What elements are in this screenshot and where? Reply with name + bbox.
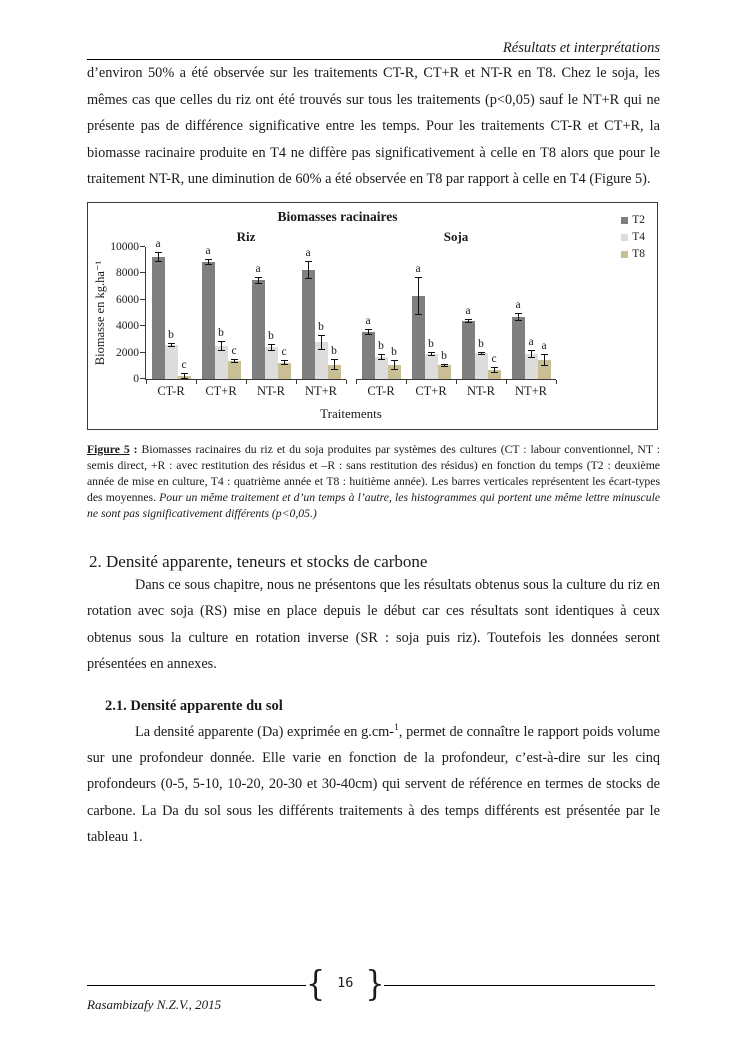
- significance-letter: b: [478, 337, 484, 350]
- significance-letter: a: [415, 262, 421, 275]
- x-category-label: NT+R: [514, 383, 548, 398]
- significance-letter: b: [218, 327, 224, 340]
- legend-swatch-icon: [621, 217, 628, 224]
- legend-swatch-icon: [621, 234, 628, 241]
- paragraph-results: d’environ 50% a été observée sur les traitements CT-R, CT+R et NT-R en T8. Chez le soja, les mêmes cas que celles du riz ont été trouvés sur tous les traitements (p<0,05) sauf le NT+R qui ne présente pas de différence significative entre les temps. Pour les traitements CT-R et CT+R, la biomasse racinaire produite en T4 ne diffère pas significativement à celle en T8 alors que pour le traitement NT-R, une diminution de 60% a été observée en T8 par rapport à celle en T4 (Figure 5).: [87, 65, 660, 187]
- chart-group-Riz: [146, 228, 346, 399]
- barwrap: [388, 247, 401, 379]
- legend-item-T4: [621, 229, 645, 246]
- error-bar: [518, 314, 519, 321]
- bars-row: [356, 247, 556, 380]
- error-bar: [494, 368, 495, 372]
- bar-T2: [202, 262, 215, 378]
- barwrap: [438, 247, 451, 379]
- barwrap: [538, 247, 551, 379]
- figure-caption: [87, 442, 660, 522]
- error-bar: [544, 355, 545, 364]
- category-bars-NT+R: [296, 247, 346, 379]
- error-bar: [208, 260, 209, 264]
- error-bar: [444, 365, 445, 366]
- chart-legend: [621, 212, 645, 263]
- barwrap: [328, 247, 341, 379]
- significance-letter: a: [515, 298, 521, 311]
- barwrap: [265, 247, 278, 379]
- barwrap: [228, 247, 241, 379]
- y-tick-label: 4000: [116, 320, 139, 333]
- section-2-1-heading: 2.1. Densité apparente du sol: [105, 697, 283, 714]
- error-bar: [258, 278, 259, 283]
- barwrap: [202, 247, 215, 379]
- page-content: [87, 0, 660, 851]
- x-axis-label: Traitements: [320, 405, 382, 421]
- y-tick-label: 6000: [116, 293, 139, 306]
- x-category-label: CT+R: [205, 383, 237, 398]
- error-bar: [184, 374, 185, 378]
- y-tick-mark: [140, 246, 145, 247]
- figure-caption-italic: Pour un même traitement et d’un temps à l’autre, les histogrammes qui portent une même lettre minuscule ne sont pas significativement différents (p<0,05.): [87, 490, 661, 520]
- y-tick-mark: [140, 272, 145, 273]
- para-2-1-part-b: , permet de connaître le rapport poids volume sur une profondeur donnée. Elle varie en fonction de la profondeur, c’est-à-dire sur les cinq profondeurs (0-5, 5-10, 10-20, 20-30 et 30-40cm) qui servent de référence en termes de stocks de carbone. La Da du sol sous les différents traitements à des temps différents est présentée par le tableau 1.: [87, 723, 661, 846]
- y-axis-label: Biomasse en kg.ha⁻¹: [93, 260, 107, 365]
- significance-letter: c: [281, 346, 287, 359]
- barwrap: [462, 247, 475, 379]
- significance-letter: a: [305, 247, 311, 260]
- significance-letter: c: [181, 358, 187, 371]
- category-bars-NT-R: [456, 247, 506, 379]
- significance-letter: a: [541, 340, 547, 353]
- error-bar: [368, 330, 369, 334]
- significance-letter: b: [318, 320, 324, 333]
- significance-letter: b: [391, 345, 397, 358]
- legend-swatch-icon: [621, 251, 628, 258]
- bar-T8: [438, 365, 451, 378]
- y-tick-mark: [140, 299, 145, 300]
- significance-letter: c: [491, 352, 497, 365]
- significance-letter: a: [528, 336, 534, 349]
- legend-item-T8: [621, 246, 645, 263]
- significance-letter: a: [255, 262, 261, 275]
- legend-label: T8: [632, 248, 645, 260]
- barwrap: [488, 247, 501, 379]
- error-bar: [158, 253, 159, 261]
- x-category-label: CT+R: [415, 383, 447, 398]
- paragraph-section-2-1: [87, 715, 660, 851]
- bar-T4: [375, 357, 388, 378]
- group-label: Riz: [236, 228, 256, 244]
- right-brace: }: [365, 964, 385, 1005]
- x-category-label: CT-R: [157, 383, 185, 398]
- y-tick-mark: [140, 378, 145, 379]
- significance-letter: a: [365, 314, 371, 327]
- category-bars-CT+R: [196, 247, 246, 379]
- footer-rule-right: [384, 985, 655, 986]
- x-category-label: CT-R: [367, 383, 395, 398]
- error-bar: [171, 344, 172, 346]
- figure-caption-body: Biomasses racinaires du riz et du soja produites par systèmes des cultures (CT : labour conventionnel, NT : semis direct, +R : avec restitution des résidus et –R : sans restitution des résidus) en fonction du temps (T2 : deuxième année de mise en culture, T4 : quatrième année et T8 : huitième année). Les barres verticales représentent les écart-types des moyennes.: [87, 442, 660, 504]
- error-bar: [468, 320, 469, 322]
- bar-T4: [525, 354, 538, 378]
- significance-letter: b: [428, 338, 434, 351]
- barwrap: [215, 247, 228, 379]
- page-footer: [87, 964, 655, 1013]
- error-bar: [418, 278, 419, 315]
- figure-caption-separator: :: [129, 442, 142, 456]
- y-tick-label: 10000: [110, 241, 139, 253]
- para-2-1-part-a: La densité apparente (Da) exprimée en g.cm-: [135, 723, 395, 740]
- y-tick-label: 2000: [116, 346, 139, 359]
- bar-T2: [152, 257, 165, 378]
- category-bars-CT-R: [356, 247, 406, 379]
- footer-rule-left: [87, 985, 306, 986]
- x-category-label: NT+R: [304, 383, 338, 398]
- significance-letter: a: [155, 238, 161, 251]
- running-header: [87, 0, 660, 60]
- legend-item-T2: [621, 212, 645, 229]
- barwrap: [362, 247, 375, 379]
- significance-letter: c: [231, 344, 237, 357]
- x-category-label: NT-R: [256, 383, 285, 398]
- plot-area: [110, 228, 556, 398]
- barwrap: [252, 247, 265, 379]
- y-tick-mark: [140, 325, 145, 326]
- bar-T2: [362, 332, 375, 379]
- x-category-label: NT-R: [466, 383, 495, 398]
- page-number: 16: [337, 975, 354, 991]
- y-tick-label: 0: [133, 373, 139, 385]
- barwrap: [525, 247, 538, 379]
- group-label: Soja: [443, 228, 469, 244]
- category-bars-NT+R: [506, 247, 556, 379]
- error-bar: [308, 262, 309, 278]
- figure-5-chart: [87, 202, 658, 430]
- y-tick-label: 8000: [116, 267, 139, 280]
- legend-label: T4: [632, 231, 645, 243]
- running-header-title: Résultats et interprétations: [502, 40, 660, 56]
- barwrap: [512, 247, 525, 379]
- error-bar: [284, 361, 285, 364]
- barwrap: [375, 247, 388, 379]
- error-bar: [394, 361, 395, 369]
- chart-group-Soja: [356, 228, 556, 399]
- significance-letter: b: [378, 340, 384, 353]
- barwrap: [278, 247, 291, 379]
- bar-T8: [228, 361, 241, 379]
- error-bar: [334, 360, 335, 369]
- barwrap: [178, 247, 191, 379]
- error-bar: [234, 360, 235, 362]
- barwrap: [412, 247, 425, 379]
- footer-author: Rasambizafy N.Z.V., 2015: [87, 997, 222, 1012]
- paragraph-section-2: Dans ce sous chapitre, nous ne présentons que les résultats obtenus sous la culture du riz en rotation avec soja (RS) mise en place depuis le début car ces résultats sont identiques à ceux obtenus sous la culture en rotation inverse (SR : soja puis riz). Toutefois les données seront présentées en annexes.: [87, 576, 660, 672]
- bars-row: [146, 238, 346, 380]
- significance-letter: b: [441, 349, 447, 362]
- category-bars-CT-R: [146, 238, 196, 379]
- y-tick-mark: [140, 352, 145, 353]
- left-brace: {: [306, 964, 326, 1005]
- significance-letter: b: [168, 329, 174, 342]
- barwrap: [302, 247, 315, 379]
- chart-title: Biomasses racinaires: [277, 208, 398, 224]
- significance-letter: a: [465, 305, 471, 318]
- significance-letter: b: [331, 345, 337, 358]
- category-bars-NT-R: [246, 247, 296, 379]
- significance-letter: a: [205, 245, 211, 258]
- section-2-heading: 2. Densité apparente, teneurs et stocks de carbone: [89, 551, 428, 571]
- page-number-braces: [306, 964, 385, 1005]
- barwrap: [152, 238, 165, 379]
- legend-label: T2: [632, 214, 645, 226]
- significance-letter: b: [268, 329, 274, 342]
- barwrap: [315, 247, 328, 379]
- figure-caption-label: Figure 5: [87, 442, 130, 456]
- category-bars-CT+R: [406, 247, 456, 379]
- para-2-1-superscript: 1: [394, 722, 399, 733]
